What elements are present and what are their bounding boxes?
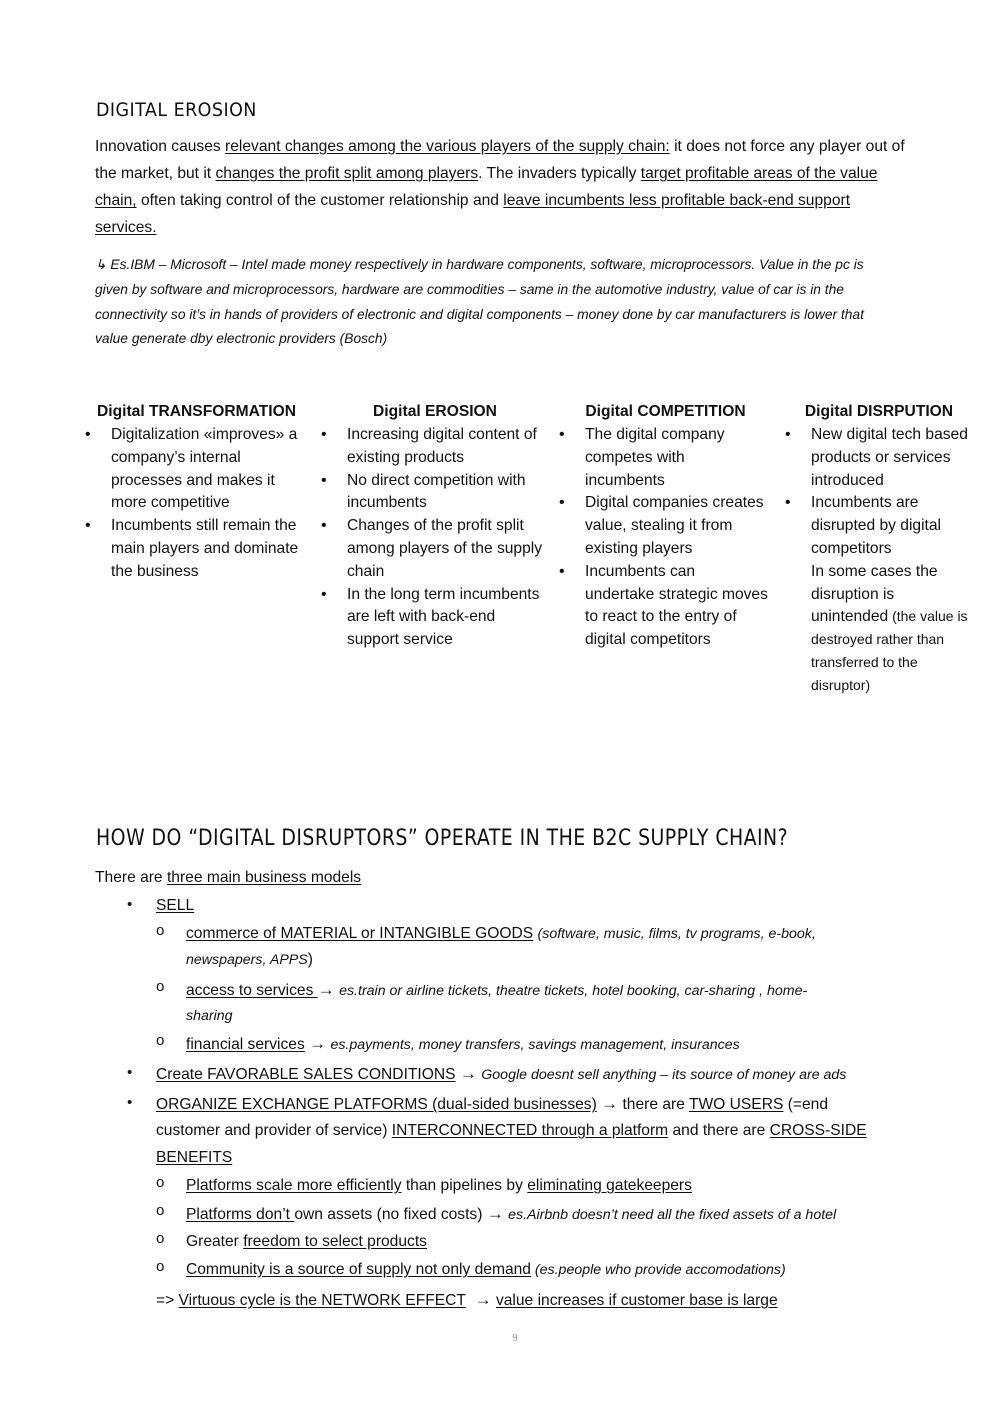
bullet-icon: • (127, 1064, 133, 1081)
column-title: Digital TRANSFORMATION (97, 403, 296, 420)
freedom-underline: freedom to select products (243, 1233, 427, 1250)
value-increase-underline: value increases if customer base is large (495, 1292, 778, 1309)
intro-underline-4: leave incumbents less profitable back-end support services. (95, 192, 851, 236)
intro-underline-2: changes the profit split among players (215, 165, 479, 182)
column-list (563, 424, 768, 652)
models-intro-underline: three main business models (166, 869, 362, 886)
network-effect-line (156, 1286, 778, 1314)
services-underline: access to services (186, 982, 318, 999)
list-item-note (811, 561, 969, 698)
bullet-icon: • (127, 896, 133, 913)
financial-underline: financial services (186, 1036, 305, 1053)
two-users-underline: TWO USERS (688, 1096, 784, 1113)
platform-point-community (186, 1256, 786, 1284)
network-effect-underline: Virtuous cycle is the NETWORK EFFECT (178, 1292, 466, 1309)
services-examples-cont: sharing (186, 1008, 233, 1024)
cross-side-underline: CROSS-SIDE (769, 1122, 867, 1139)
assets-example: es.Airbnb doesn’t need all the fixed assets of a hotel (508, 1207, 837, 1223)
column-competition (563, 401, 768, 652)
sell-item-goods-cont (186, 946, 313, 974)
column-list (325, 424, 545, 652)
arrow-icon: → (317, 980, 335, 999)
column-disruption (789, 401, 969, 698)
sell-item-services-cont (186, 1002, 233, 1030)
column-erosion (325, 401, 545, 652)
circle-bullet-icon: o (156, 1032, 165, 1049)
financial-examples: es.payments, money transfers, savings management, insurances (330, 1037, 740, 1053)
list-item: • Incumbents are disrupted by digital competitors (811, 492, 969, 560)
gatekeepers-underline: eliminating gatekeepers (527, 1177, 692, 1194)
column-transformation (89, 401, 304, 584)
column-list (89, 424, 304, 584)
organize-text-3: customer and provider of service) (156, 1122, 392, 1139)
assets-text: own assets (no fixed costs) (294, 1206, 487, 1223)
platform-point-scale (186, 1172, 692, 1199)
list-item: • No direct competition with incumbents (347, 470, 545, 516)
scale-text: than pipelines by (401, 1177, 528, 1194)
platform-point-freedom (186, 1228, 427, 1255)
interconnected-underline: INTERCONNECTED through a platform (391, 1122, 669, 1139)
sell-text: SELL (156, 897, 195, 914)
section-heading-digital-erosion: DIGITAL EROSION (96, 99, 257, 121)
goods-underline: commerce of MATERIAL or INTANGIBLE GOODS (186, 925, 534, 942)
list-item: • Incumbents can undertake strategic moves to react to the entry of digital competitors (585, 561, 768, 652)
goods-examples-cont: newspapers, APPS (186, 952, 308, 968)
create-underline: Create FAVORABLE SALES CONDITIONS (156, 1066, 456, 1083)
goods-close-paren: ) (307, 951, 313, 968)
arrow-icon: → (459, 1064, 477, 1083)
circle-bullet-icon: o (156, 1230, 165, 1247)
assets-underline: Platforms don’t (186, 1206, 295, 1223)
models-intro-text: There are (95, 869, 167, 886)
column-title: Digital COMPETITION (585, 403, 746, 420)
list-item: • Increasing digital content of existing products (347, 424, 545, 470)
list-item: • The digital company competes with incumbents (585, 424, 768, 492)
scale-underline: Platforms scale more efficiently (186, 1177, 402, 1194)
organize-platforms (156, 1090, 828, 1118)
circle-bullet-icon: o (156, 1258, 165, 1275)
circle-bullet-icon: o (156, 978, 165, 995)
arrow-icon: → (474, 1290, 492, 1309)
platform-point-assets (186, 1200, 836, 1229)
column-list (789, 424, 969, 698)
organize-platforms-cont2 (156, 1144, 232, 1171)
example-note: ↳ Es.IBM – Microsoft – Intel made money respectively in hardware components, software, microprocessors. Value in the pc is given by software and microprocessors, hardware are commodities – same in the automotive industry, value of car is in the connectivity so it’s in hands of providers of electronic and digital components – money done by car manufacturers is lower that value generate dby electronic providers (Bosch) (95, 257, 864, 347)
arrow-icon: → (309, 1034, 327, 1053)
list-item: • In the long term incumbents are left with back-end support service (347, 584, 545, 652)
freedom-text: Greater (186, 1233, 244, 1250)
organize-text-2: (=end (783, 1096, 829, 1113)
organize-platforms-cont (156, 1117, 867, 1144)
network-prefix: => (156, 1292, 179, 1309)
list-item: • New digital tech based products or services introduced (811, 424, 969, 492)
organize-text-4: and there are (668, 1122, 770, 1139)
list-item: • Changes of the profit split among players of the supply chain (347, 515, 545, 583)
bullet-icon: • (127, 1094, 133, 1111)
list-item: • Digitalization «improves» a company’s internal processes and makes it more competitive (111, 424, 304, 515)
community-example: (es.people who provide accomodations) (530, 1262, 786, 1278)
intro-text-4: often taking control of the customer relationship and (136, 192, 504, 209)
circle-bullet-icon: o (156, 1202, 165, 1219)
create-example: Google doesnt sell anything – its source of money are ads (481, 1067, 847, 1083)
organize-underline: ORGANIZE EXCHANGE PLATFORMS (dual-sided businesses) (156, 1096, 597, 1113)
create-conditions (156, 1060, 846, 1089)
column-title: Digital EROSION (373, 403, 497, 420)
list-item: • Incumbents still remain the main players and dominate the business (111, 515, 304, 583)
intro-text-3: . The invaders typically (478, 165, 641, 182)
goods-examples: (software, music, films, tv programs, e-book, (537, 926, 816, 942)
sell-item-financial (186, 1030, 740, 1059)
intro-underline-3: target profitable areas of the value chain, (95, 165, 878, 209)
intro-paragraph (95, 133, 905, 241)
services-examples: es.train or airline tickets, theatre tickets, hotel booking, car-sharing , home- (339, 983, 808, 999)
column-title: Digital DISRPUTION (804, 403, 954, 420)
benefits-underline: BENEFITS (156, 1149, 233, 1166)
intro-text-2: it does not force any player out of the market, but it (95, 138, 905, 182)
sell-item-goods (186, 920, 816, 948)
models-intro (95, 864, 361, 891)
arrow-icon: → (601, 1094, 619, 1113)
circle-bullet-icon: o (156, 922, 165, 939)
sell-item-services (186, 976, 807, 1005)
list-item: • Digital companies creates value, stealing it from existing players (585, 492, 768, 560)
note-small-text: (the value is destroyed rather than transferred to the disruptor) (811, 608, 968, 693)
intro-underline-1: relevant changes among the various players of the supply chain: (225, 138, 670, 155)
community-underline: Community is a source of supply not only demand (186, 1261, 531, 1278)
organize-text: there are (618, 1096, 689, 1113)
sell-label (156, 892, 194, 919)
page-number: 9 (512, 1333, 518, 1344)
arrow-icon: → (486, 1204, 504, 1223)
section-heading-disruptors: HOW DO “DIGITAL DISRUPTORS” OPERATE IN THE B2C SUPPLY CHAIN? (96, 826, 789, 851)
note-text: In some cases the disruption is unintended (811, 562, 938, 626)
circle-bullet-icon: o (156, 1174, 165, 1191)
intro-text-1: Innovation causes (95, 138, 226, 155)
